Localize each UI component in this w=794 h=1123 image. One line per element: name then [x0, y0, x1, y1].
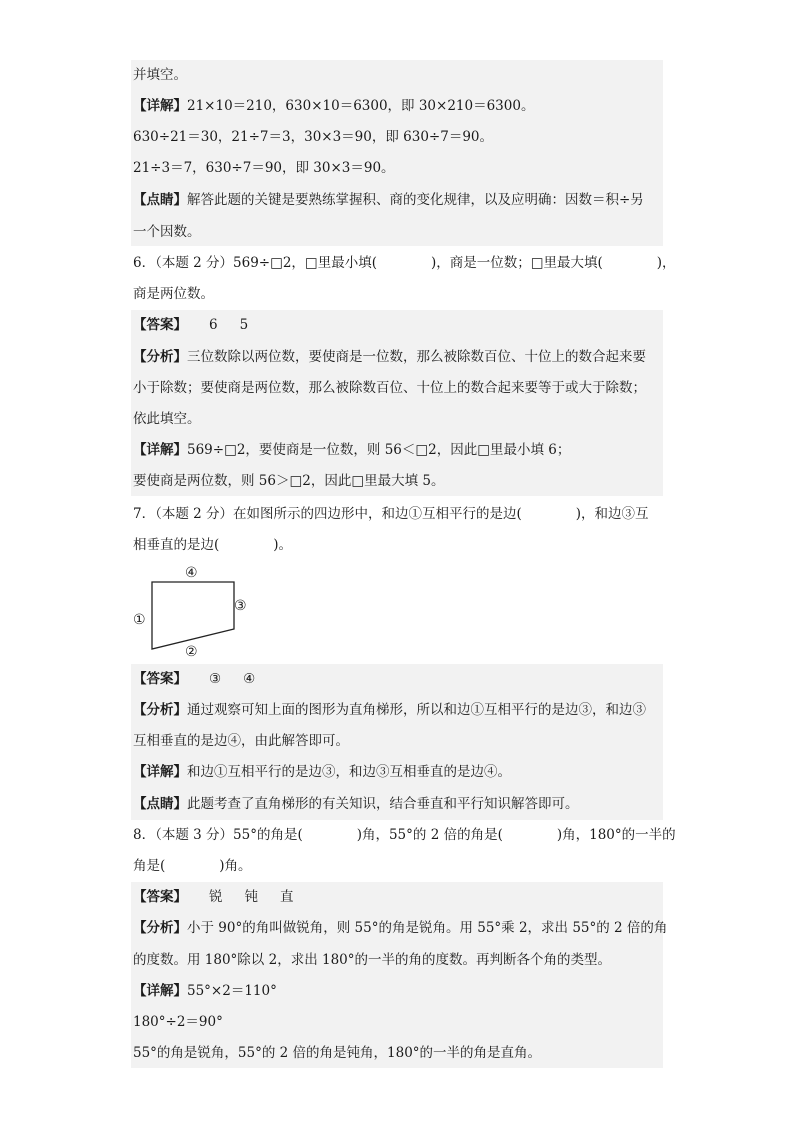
question-6-line: 6．（本题 2 分）569÷□2，□里最小填( )，商是一位数；□里最大填( )，	[133, 255, 676, 271]
text-line: 要使商是两位数，则 56＞□2，因此□里最大填 5。	[133, 473, 445, 489]
question-7-line: 相垂直的是边( )。	[133, 537, 293, 553]
text-line: 630÷21＝30，21÷7＝3，30×3＝90，即 630÷7＝90。	[133, 129, 493, 145]
question-8-line: 8．（本题 3 分）55°的角是( )角，55°的 2 倍的角是( )角，180°的一半的	[133, 827, 676, 843]
answer-value: 5	[239, 317, 249, 333]
text-line: 【详解】55°×2＝110°	[133, 983, 277, 999]
text-line: 依此填空。	[133, 411, 201, 427]
trapezoid-shape	[152, 582, 234, 649]
question-6-line: 商是两位数。	[133, 286, 214, 302]
answer-value: ③	[209, 671, 222, 687]
text-line: 并填空。	[133, 67, 187, 83]
text-line: 21÷3＝7，630÷7＝90，即 30×3＝90。	[133, 160, 395, 176]
question-7-line: 7．（本题 2 分）在如图所示的四边形中，和边①互相平行的是边( )，和边③互	[133, 506, 649, 522]
answer-line: 【答案】 6 5	[133, 317, 249, 333]
side-label-2: ②	[185, 644, 198, 660]
text-line: 的度数。用 180°除以 2，求出 180°的一半的角的度数。再判断各个角的类型。	[133, 952, 611, 968]
text-line: 【详解】569÷□2，要使商是一位数，则 56＜□2，因此□里最小填 6；	[133, 442, 571, 458]
text-line: 180°÷2＝90°	[133, 1014, 223, 1030]
answer-value: ④	[243, 671, 256, 687]
question-8-line: 角是( )角。	[133, 858, 252, 874]
answer-block-q8	[131, 882, 668, 1068]
answer-value: 6	[209, 317, 218, 333]
answer-value: 钝	[244, 889, 258, 905]
text-line: 【点睛】解答此题的关键是要熟练掌握积、商的变化规律，以及应明确：因数＝积÷另	[133, 192, 644, 208]
side-label-1: ①	[133, 612, 146, 628]
answer-block-q6	[131, 310, 663, 496]
side-label-3: ③	[234, 598, 247, 614]
text-line: 【分析】通过观察可知上面的图形为直角梯形，所以和边①互相平行的是边③，和边③	[133, 702, 646, 718]
text-line: 【详解】和边①互相平行的是边③，和边③互相垂直的是边④。	[133, 764, 511, 780]
text-line: 55°的角是锐角，55°的 2 倍的角是钝角，180°的一半的角是直角。	[133, 1045, 542, 1061]
answer-line: 【答案】 ③ ④	[133, 671, 256, 687]
text-line: 互相垂直的是边④，由此解答即可。	[133, 733, 349, 749]
text-line: 小于除数；要使商是两位数，那么被除数百位、十位上的数合起来要等于或大于除数；	[133, 380, 646, 396]
trapezoid-figure	[130, 563, 260, 663]
text-line: 一个因数。	[133, 224, 201, 240]
text-line: 【详解】21×10＝210，630×10＝6300，即 30×210＝6300。	[133, 98, 535, 114]
answer-line: 【答案】 锐 钝 直	[133, 889, 294, 905]
text-line: 【分析】小于 90°的角叫做锐角，则 55°的角是锐角。用 55°乘 2，求出 55°的 2 倍的角	[133, 920, 668, 936]
side-label-4: ④	[185, 565, 198, 581]
text-line: 【分析】三位数除以两位数，要使商是一位数，那么被除数百位、十位上的数合起来要	[133, 349, 646, 365]
answer-value: 直	[280, 889, 294, 905]
text-line: 【点睛】此题考查了直角梯形的有关知识，结合垂直和平行知识解答即可。	[133, 796, 579, 812]
answer-block-q5	[131, 60, 663, 246]
answer-value: 锐	[209, 889, 223, 905]
